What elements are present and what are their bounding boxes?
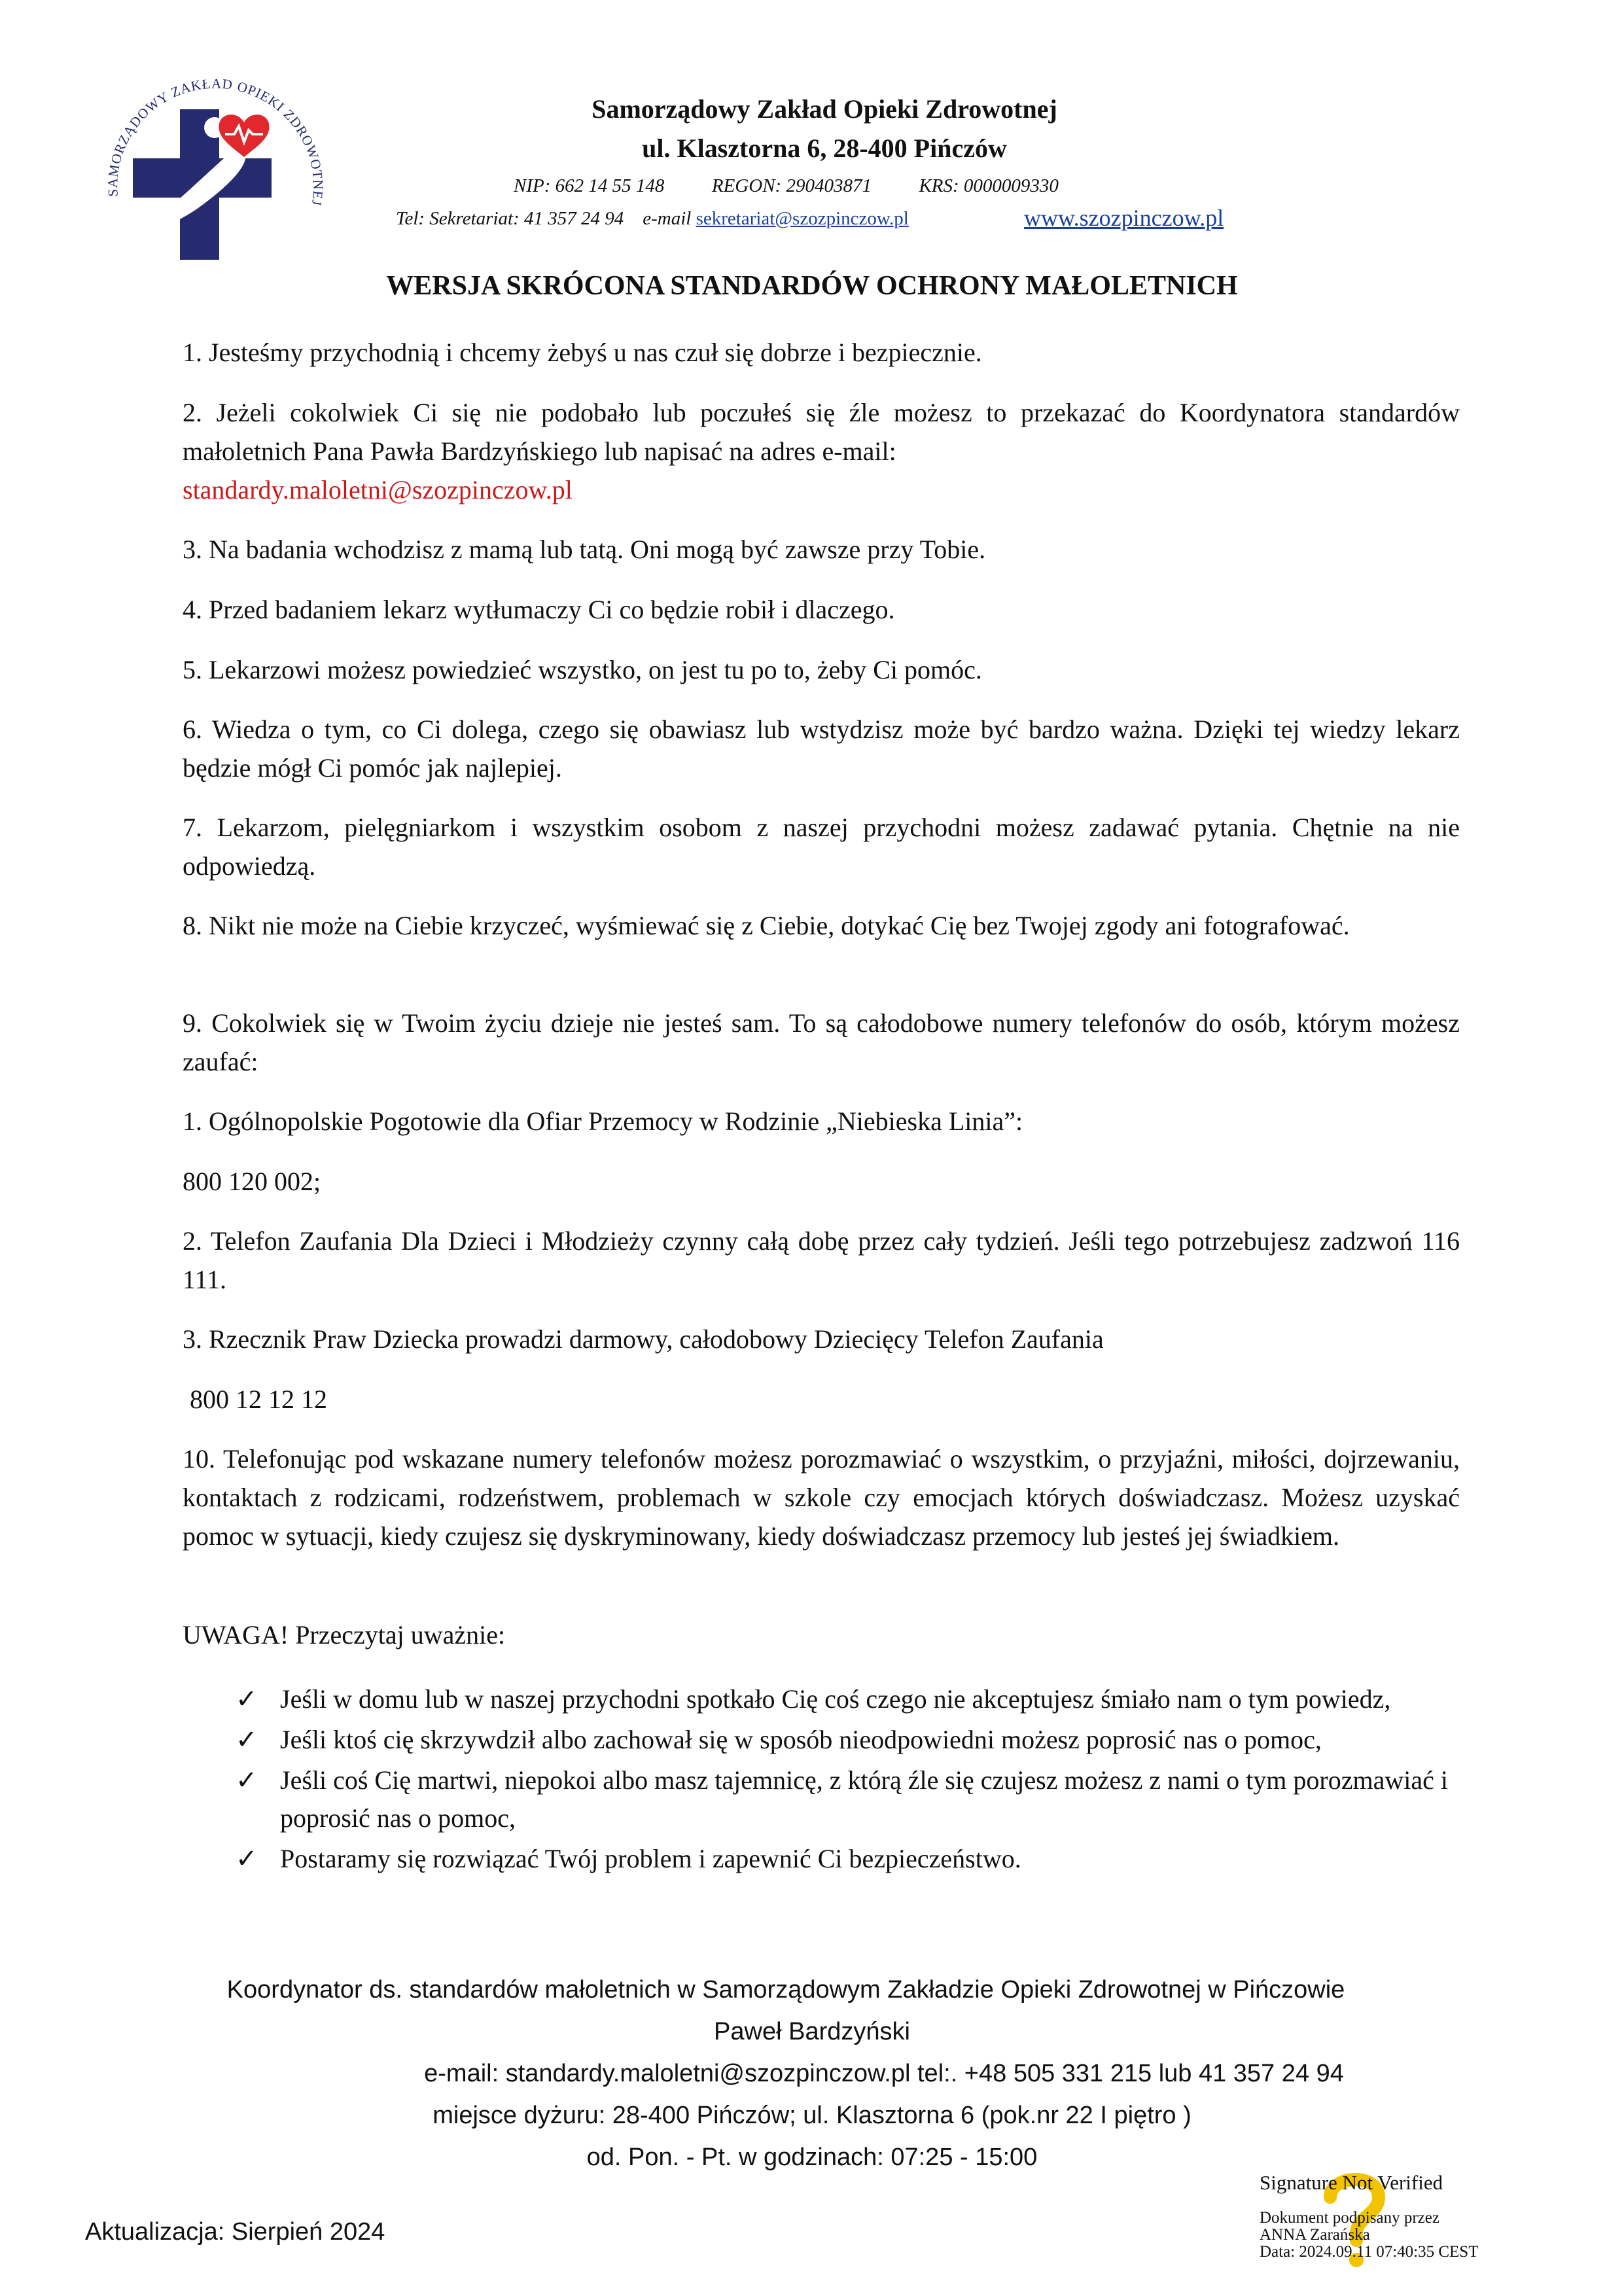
point-2 <box>183 393 1460 509</box>
helpline-2: 2. Telefon Zaufania Dla Dzieci i Młodzieży czynny całą dobę przez cały tydzień. Jeśli tego potrzebujesz zadzwoń 116 111. <box>183 1226 1460 1294</box>
signature-line-1: Dokument podpisany przez <box>1260 2209 1439 2227</box>
footer-coordinator-line: Koordynator ds. standardów małoletnich w Samorządowym Zakładzie Opieki Zdrowotnej w Pińczowie <box>226 1976 1345 2004</box>
list-item: ✓ Jeśli w domu lub w naszej przychodni spotkało Cię coś czego nie akceptujesz śmiało nam o tym powiedz, <box>236 1680 1460 1718</box>
point-5: 5. Lekarzowi możesz powiedzieć wszystko, on jest tu po to, żeby Ci pomóc. <box>183 655 982 684</box>
helpline-1: 1. Ogólnopolskie Pogotowie dla Ofiar Przemocy w Rodzinie „Niebieska Linia”: <box>183 1106 1023 1136</box>
footer-duty-location: miejsce dyżuru: 28-400 Pińczów; ul. Klasztorna 6 (pok.nr 22 I piętro ) <box>432 2102 1192 2129</box>
footer-hours: od. Pon. - Pt. w godzinach: 07:25 - 15:00 <box>586 2144 1038 2171</box>
signature-date: Data: 2024.09.11 07:40:35 CEST <box>1260 2243 1479 2261</box>
attention-list <box>236 1680 1460 1881</box>
digital-signature <box>1260 2171 1561 2269</box>
institution-ids <box>514 175 1059 197</box>
email-label: e-mail <box>643 208 692 229</box>
signature-signer: ANNA Zarańska <box>1260 2226 1370 2244</box>
website-link[interactable]: www.szozpinczow.pl <box>1024 205 1224 231</box>
attention-heading: UWAGA! Przeczytaj uważnie: <box>183 1620 506 1650</box>
helpline-1-number: 800 120 002; <box>183 1167 321 1196</box>
checkmark-icon: ✓ <box>236 1765 258 1795</box>
document-title: WERSJA SKRÓCONA STANDARDÓW OCHRONY MAŁOLETNICH <box>386 271 1238 301</box>
regon: REGON: 290403871 <box>711 175 872 196</box>
checkmark-icon: ✓ <box>236 1844 258 1873</box>
institution-name: Samorządowy Zakład Opieki Zdrowotnej <box>591 94 1057 124</box>
point-8: 8. Nikt nie może na Ciebie krzyczeć, wyśmiewać się z Ciebie, dotykać Cię bez Twojej zgody ani fotografować. <box>183 911 1350 940</box>
logo-arc-text: SAMORZĄDOWY ZAKŁAD OPIEKI ZDROWOTNEJ <box>105 75 327 207</box>
point-10: 10. Telefonując pod wskazane numery telefonów możesz porozmawiać o wszystkim, o przyjaźni, miłości, dojrzewaniu, kontaktach z rodzicami, rodzeństwem, problemach w szkole czy emocjach których doświadczasz. Możesz uzyskać pomoc w sytuacji, kiedy czujesz się dyskryminowany, kiedy doświadczasz przemocy lub jesteś jej świadkiem. <box>183 1444 1460 1551</box>
point-6: 6. Wiedza o tym, co Ci dolega, czego się obawiasz lub wstydzisz może być bardzo ważna. Dzięki tej wiedzy lekarz będzie mógł Ci pomóc jak najlepiej. <box>183 715 1460 783</box>
point-1: 1. Jesteśmy przychodnią i chcemy żebyś u nas czuł się dobrze i bezpiecznie. <box>183 338 982 367</box>
update-date: Aktualizacja: Sierpień 2024 <box>85 2218 385 2246</box>
list-item: ✓ Jeśli coś Cię martwi, niepokoi albo masz tajemnicę, z którą źle się czujesz możesz z nami o tym porozmawiać i poprosić nas o pomoc, <box>236 1761 1460 1837</box>
helpline-3: 3. Rzecznik Praw Dziecka prowadzi darmowy, całodobowy Dziecięcy Telefon Zaufania <box>183 1324 1104 1354</box>
checkmark-icon: ✓ <box>236 1725 258 1754</box>
point-2-text: 2. Jeżeli cokolwiek Ci się nie podobało lub poczułeś się źle możesz to przekazać do Koordynatora standardów małoletnich Pana Pawła Bardzyńskiego lub napisać na adres e-mail: <box>183 398 1460 466</box>
checkmark-icon: ✓ <box>236 1684 258 1714</box>
point-4: 4. Przed badaniem lekarz wytłumaczy Ci co będzie robił i dlaczego. <box>183 595 895 624</box>
krs: KRS: 0000009330 <box>919 175 1059 196</box>
point-3: 3. Na badania wchodzisz z mamą lub tatą. Oni mogą być zawsze przy Tobie. <box>183 535 986 564</box>
institution-address: ul. Klasztorna 6, 28-400 Pińczów <box>642 133 1007 163</box>
institution-contact <box>396 208 909 230</box>
signature-status: Signature Not Verified <box>1260 2171 1443 2194</box>
list-item: ✓ Jeśli ktoś cię skrzywdził albo zachował się w sposób nieodpowiedni możesz poprosić nas o pomoc, <box>236 1721 1460 1759</box>
phone-secretariat: Tel: Sekretariat: 41 357 24 94 <box>396 208 624 229</box>
list-item: ✓ Postaramy się rozwiązać Twój problem i zapewnić Ci bezpieczeństwo. <box>236 1840 1460 1878</box>
secretariat-email-link[interactable]: sekretariat@szozpinczow.pl <box>696 208 909 229</box>
point-9: 9. Cokolwiek się w Twoim życiu dzieje nie jesteś sam. To są całodobowe numery telefonów do osób, którym możesz zaufać: <box>183 1008 1460 1076</box>
institution-logo <box>85 62 334 278</box>
footer-coordinator-name: Paweł Bardzyński <box>714 2018 910 2045</box>
coordinator-email: standardy.maloletni@szozpinczow.pl <box>183 475 573 504</box>
nip: NIP: 662 14 55 148 <box>514 175 665 196</box>
footer-contact: e-mail: standardy.maloletni@szozpinczow.pl tel:. +48 505 331 215 lub 41 357 24 94 <box>424 2060 1344 2087</box>
point-7: 7. Lekarzom, pielęgniarkom i wszystkim osobom z naszej przychodni możesz zadawać pytania. Chętnie na nie odpowiedzą. <box>183 813 1460 881</box>
helpline-3-number: 800 12 12 12 <box>190 1385 327 1414</box>
